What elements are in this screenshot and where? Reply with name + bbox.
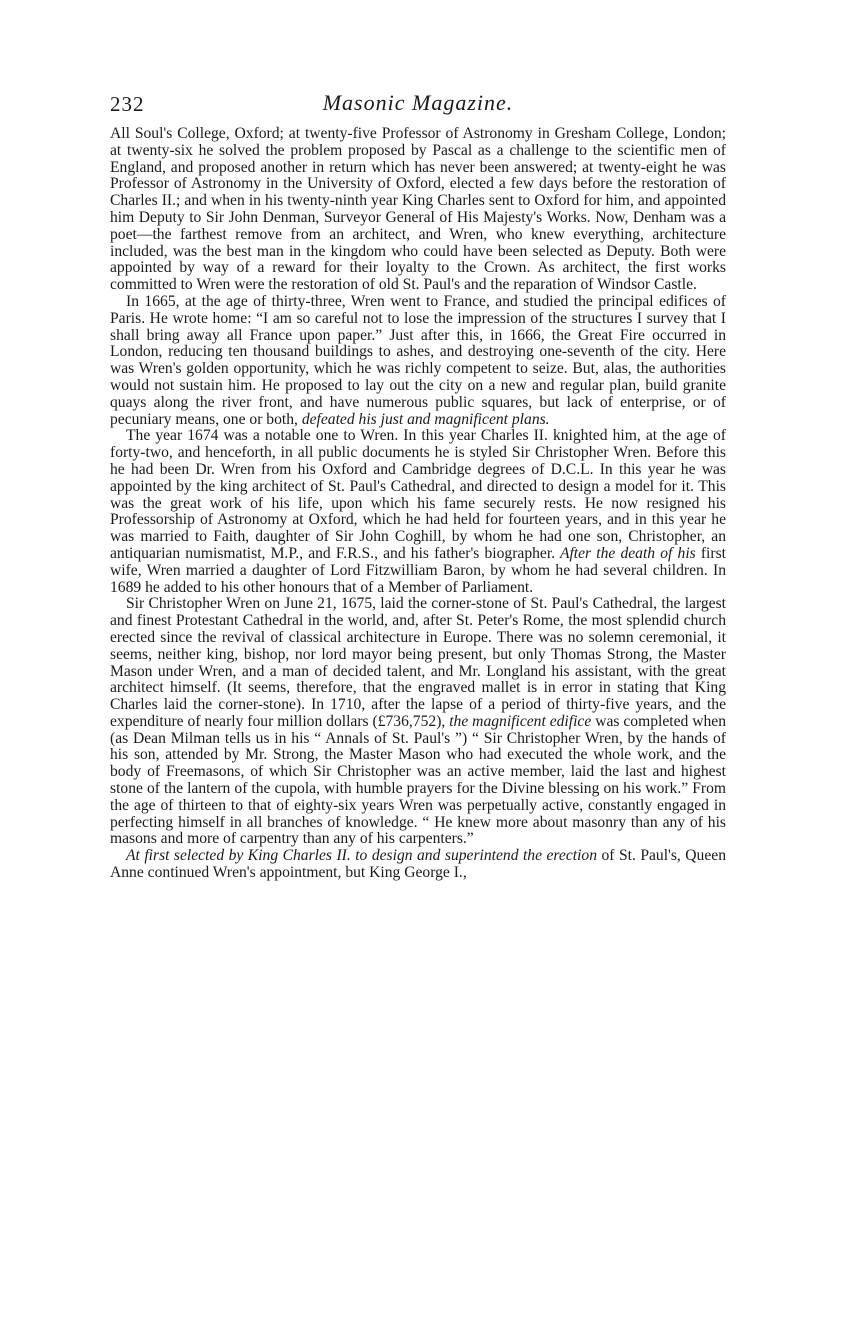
article-body [110, 126, 726, 882]
page-number: 232 [110, 92, 145, 116]
paragraph-text: In 1665, at the age of thirty-three, Wren went to France, and studied the principal edifices of Paris. He wrote home: “I am so careful not to lose the impression of the structures I survey that I shall bring away all France upon paper.” Just after this, in 1666, the Great Fire occurred in London, reducing ten thousand buildings to ashes, and destroying one-seventh of the city. Here was Wren's golden opportunity, which he was richly competent to seize. But, alas, the authorities would not sustain him. He proposed to lay out the city on a new and regular plan, build granite quays along the river front, and have numerous public squares, but lack of enterprise, or of pecuniary means, one or both, [110, 292, 726, 428]
page [110, 90, 726, 882]
running-title: Masonic Magazine. [322, 90, 514, 115]
paragraph-italic-text: the magnificent edifice [445, 712, 592, 730]
paragraph-text: Sir Christopher Wren on June 21, 1675, laid the corner-stone of St. Paul's Cathedral, the largest and finest Protestant Cathedral in the world, and, after St. Peter's Rome, the most splendid church erected since the revival of classical architecture in Europe. There was no solemn ceremonial, it seems, neither king, bishop, nor lord mayor being present, but only Thomas Strong, the Master Mason under Wren, and a man of decided talent, and Mr. Longland his assistant, with the great architect himself. (It seems, therefore, that the engraved mallet is in error in stating that King Charles laid the corner-stone). In 1710, after the lapse of a period of thirty-five years, and the expenditure of nearly four million dollars (£736,752), [110, 595, 726, 730]
paragraph-text-tail: first wife, Wren married a daughter of Lord Fitzwilliam Baron, by whom he had several children. In 1689 he added to his other honours that of a Member of Parliament. [110, 544, 726, 596]
page-header [110, 90, 726, 126]
paragraph-text: The year 1674 was a notable one to Wren. In this year Charles II. knighted him, at the age of forty-two, and henceforth, in all public documents he is styled Sir Christopher Wren. Before this he had been Dr. Wren from his Oxford and Cambridge degrees of D.C.L. In this year he was appointed by the king architect of St. Paul's Cathedral, and directed to design a model for it. This was the great work of his life, upon which his fame securely rests. He now resigned his Professorship of Astronomy at Oxford, which he had held for fourteen years, and in this year he was married to Faith, daughter of Sir John Coghill, by whom he had one son, Christopher, an antiquarian numismatist, M.P., and F.R.S., and his father's biographer. [110, 427, 726, 562]
paragraph-text-tail: was completed when (as Dean Milman tells us in his “ Annals of St. Paul's ”) “ Sir Christopher Wren, by the hands of his son, attended by Mr. Strong, the Master Mason who had executed the whole work, and the body of Freemasons, of which Sir Christopher was an active member, laid the last and highest stone of the lantern of the cupola, with humble prayers for the Divine blessing on his work.” From the age of thirteen to that of eighty-six years Wren was perpetually active, constantly engaged in perfecting himself in all branches of knowledge. “ He knew more about masonry than any of his masons and more of carpentry than any of his carpenters.” [110, 712, 727, 848]
paragraph-italic-text: defeated his just and magnificent plans. [297, 410, 550, 428]
paragraph-italic-text: After the death of his [555, 544, 696, 562]
paragraph-text: All Soul's College, Oxford; at twenty-five Professor of Astronomy in Gresham College, London; at twenty-six he solved the problem proposed by Pascal as a challenge to the scientific men of England, and proposed another in return which has never been answered; at twenty-eight he was Professor of Astronomy in the University of Oxford, elected a few days before the restoration of Charles II.; and when in his twenty-ninth year King Charles sent to Oxford for him, and appointed him Deputy to Sir John Denman, Surveyor General of His Majesty's Works. Now, Denham was a poet—the farthest remove from an architect, and Wren, who knew everything, architecture included, was the best man in the kingdom who could have been selected as Deputy. Both were appointed by way of a reward for their loyalty to the Crown. As architect, the first works committed to Wren were the restoration of old St. Paul's and the reparation of Windsor Castle. [110, 125, 726, 294]
paragraph-2 [110, 294, 726, 428]
paragraph-3 [110, 428, 726, 596]
paragraph-1 [110, 126, 726, 294]
paragraph-5 [110, 848, 726, 882]
paragraph-italic-text: At first selected by King Charles II. to design and superintend the erection [126, 847, 598, 865]
paragraph-text: of St. Paul's, Queen Anne continued Wren's appointment, but King George I., [110, 847, 726, 882]
paragraph-4 [110, 596, 726, 848]
